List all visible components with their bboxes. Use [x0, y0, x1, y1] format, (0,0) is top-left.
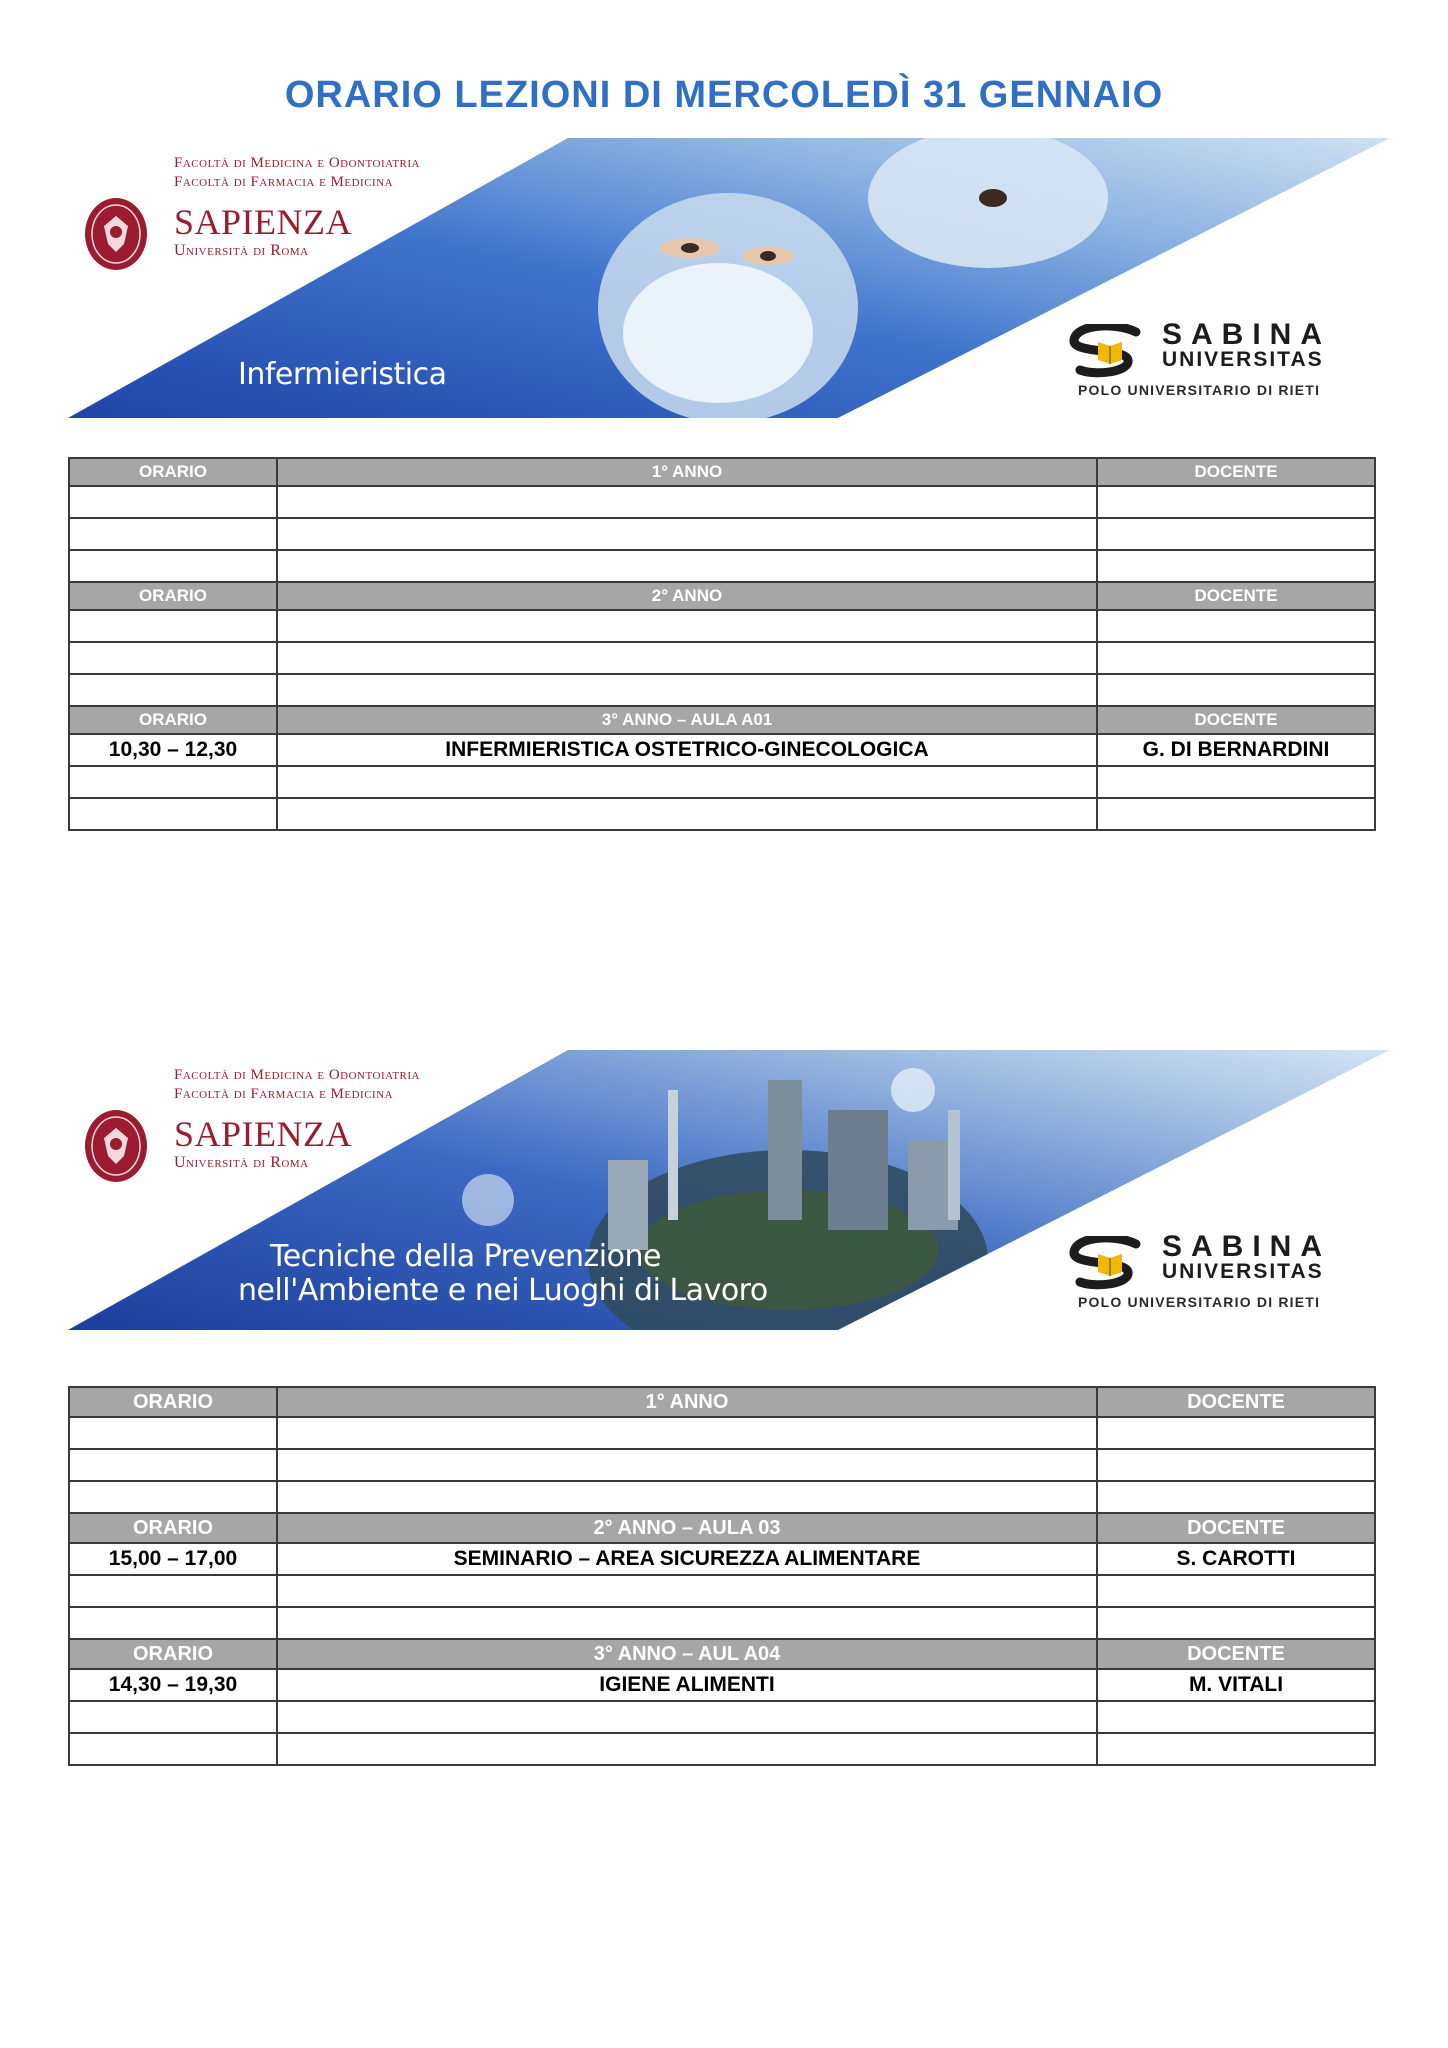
cell-docente: [1097, 1575, 1375, 1607]
cell-lezione: [277, 1733, 1097, 1765]
university-subtitle: Università di Roma: [174, 1154, 309, 1171]
cell-docente: [1097, 1417, 1375, 1449]
cell-lezione: [277, 1607, 1097, 1639]
section-2-anno: [69, 582, 1375, 706]
header-docente: DOCENTE: [1097, 1513, 1375, 1543]
section-3-anno: [69, 706, 1375, 830]
cell-docente: [1097, 610, 1375, 642]
cell-docente: [1097, 674, 1375, 706]
cell-orario: [69, 610, 277, 642]
header-anno: 2° ANNO: [277, 582, 1097, 610]
section-2-anno: [69, 1513, 1375, 1639]
schedule-table-infermieristica: [68, 457, 1376, 831]
table-row: [69, 1607, 1375, 1639]
header-docente: DOCENTE: [1097, 706, 1375, 734]
cell-lezione: [277, 642, 1097, 674]
faculty-line-2: Facoltà di Farmacia e Medicina: [174, 1086, 394, 1102]
cell-lezione: [277, 1481, 1097, 1513]
table-row: [69, 518, 1375, 550]
cell-orario: [69, 766, 277, 798]
cell-lezione: [277, 1575, 1097, 1607]
cell-orario: [69, 1701, 277, 1733]
cell-docente: [1097, 798, 1375, 830]
cell-docente: G. DI BERNARDINI: [1097, 734, 1375, 766]
cell-orario: [69, 1481, 277, 1513]
table-row: [69, 642, 1375, 674]
table-row: [69, 1481, 1375, 1513]
header-docente: DOCENTE: [1097, 1639, 1375, 1669]
table-row: [69, 674, 1375, 706]
table-row: [69, 798, 1375, 830]
cell-docente: [1097, 550, 1375, 582]
cell-orario: [69, 642, 277, 674]
cell-docente: [1097, 518, 1375, 550]
header-orario: ORARIO: [69, 582, 277, 610]
cell-orario: [69, 1575, 277, 1607]
section-3-anno: [69, 1639, 1375, 1765]
header-orario: ORARIO: [69, 706, 277, 734]
cell-orario: 14,30 – 19,30: [69, 1669, 277, 1701]
cell-lezione: [277, 766, 1097, 798]
table-row: [69, 734, 1375, 766]
course-title-line-1: Tecniche della Prevenzione: [270, 1239, 661, 1274]
cell-docente: [1097, 1481, 1375, 1513]
table-header-row: [69, 458, 1375, 486]
sabina-universitas-logo: [1066, 1228, 1366, 1318]
sapienza-seal-icon: [84, 1108, 148, 1184]
cell-docente: [1097, 486, 1375, 518]
cell-lezione: [277, 550, 1097, 582]
cell-orario: [69, 1417, 277, 1449]
cell-orario: [69, 1733, 277, 1765]
cell-orario: [69, 486, 277, 518]
table-row: [69, 1575, 1375, 1607]
cell-docente: S. CAROTTI: [1097, 1543, 1375, 1575]
table-row: [69, 766, 1375, 798]
table-header-row: [69, 1387, 1375, 1417]
partner-name: SABINA: [1162, 318, 1332, 351]
partner-tagline: POLO UNIVERSITARIO DI RIETI: [1078, 382, 1321, 398]
header-orario: ORARIO: [69, 1387, 277, 1417]
course-title: Infermieristica: [238, 357, 447, 392]
cell-orario: 15,00 – 17,00: [69, 1543, 277, 1575]
cell-lezione: [277, 798, 1097, 830]
partner-subtitle: UNIVERSITAS: [1162, 1260, 1324, 1283]
table-row: [69, 610, 1375, 642]
cell-docente: [1097, 1607, 1375, 1639]
schedule-table-tecniche-prevenzione: [68, 1386, 1376, 1766]
header-orario: ORARIO: [69, 458, 277, 486]
cell-orario: [69, 674, 277, 706]
partner-subtitle: UNIVERSITAS: [1162, 348, 1324, 371]
cell-orario: [69, 550, 277, 582]
cell-lezione: [277, 610, 1097, 642]
table-row: [69, 486, 1375, 518]
table-header-row: [69, 1513, 1375, 1543]
table-row: [69, 1543, 1375, 1575]
table-header-row: [69, 1639, 1375, 1669]
faculty-line-2: Facoltà di Farmacia e Medicina: [174, 174, 394, 190]
table-row: [69, 1701, 1375, 1733]
sabina-logo-icon: [1066, 1236, 1154, 1292]
table-header-row: [69, 582, 1375, 610]
cell-lezione: [277, 674, 1097, 706]
header-docente: DOCENTE: [1097, 1387, 1375, 1417]
cell-lezione: [277, 1449, 1097, 1481]
sapienza-seal-icon: [84, 196, 148, 272]
cell-lezione: IGIENE ALIMENTI: [277, 1669, 1097, 1701]
header-orario: ORARIO: [69, 1639, 277, 1669]
cell-orario: 10,30 – 12,30: [69, 734, 277, 766]
cell-docente: [1097, 766, 1375, 798]
cell-lezione: [277, 518, 1097, 550]
cell-lezione: [277, 1701, 1097, 1733]
table-row: [69, 1417, 1375, 1449]
cell-orario: [69, 1607, 277, 1639]
header-anno: 3° ANNO – AUL A04: [277, 1639, 1097, 1669]
cell-orario: [69, 1449, 277, 1481]
table-row: [69, 1733, 1375, 1765]
partner-name: SABINA: [1162, 1230, 1332, 1263]
page-title: ORARIO LEZIONI DI MERCOLEDÌ 31 GENNAIO: [284, 74, 1164, 116]
cell-orario: [69, 518, 277, 550]
cell-docente: M. VITALI: [1097, 1669, 1375, 1701]
cell-lezione: INFERMIERISTICA OSTETRICO-GINECOLOGICA: [277, 734, 1097, 766]
section-1-anno: [69, 458, 1375, 582]
header-docente: DOCENTE: [1097, 458, 1375, 486]
cell-lezione: [277, 1417, 1097, 1449]
sabina-logo-icon: [1066, 324, 1154, 380]
partner-tagline: POLO UNIVERSITARIO DI RIETI: [1078, 1294, 1321, 1310]
table-row: [69, 550, 1375, 582]
header-orario: ORARIO: [69, 1513, 277, 1543]
section-1-anno: [69, 1387, 1375, 1513]
cell-lezione: SEMINARIO – AREA SICUREZZA ALIMENTARE: [277, 1543, 1097, 1575]
university-name: SAPIENZA: [174, 1114, 353, 1154]
cell-docente: [1097, 1701, 1375, 1733]
header-docente: DOCENTE: [1097, 582, 1375, 610]
cell-docente: [1097, 1733, 1375, 1765]
cell-docente: [1097, 642, 1375, 674]
header-anno: 1° ANNO: [277, 458, 1097, 486]
header-anno: 2° ANNO – AULA 03: [277, 1513, 1097, 1543]
banner-infermieristica: [68, 138, 1390, 418]
course-title-line-2: nell'Ambiente e nei Luoghi di Lavoro: [238, 1273, 768, 1308]
cell-docente: [1097, 1449, 1375, 1481]
faculty-line-1: Facoltà di Medicina e Odontoiatria: [174, 1067, 420, 1083]
header-anno: 1° ANNO: [277, 1387, 1097, 1417]
cell-lezione: [277, 486, 1097, 518]
table-header-row: [69, 706, 1375, 734]
university-subtitle: Università di Roma: [174, 242, 309, 259]
sabina-universitas-logo: [1066, 316, 1366, 406]
header-anno: 3° ANNO – AULA A01: [277, 706, 1097, 734]
table-row: [69, 1669, 1375, 1701]
university-name: SAPIENZA: [174, 202, 353, 242]
cell-orario: [69, 798, 277, 830]
banner-tecniche-prevenzione: [68, 1050, 1390, 1330]
table-row: [69, 1449, 1375, 1481]
faculty-line-1: Facoltà di Medicina e Odontoiatria: [174, 155, 420, 171]
